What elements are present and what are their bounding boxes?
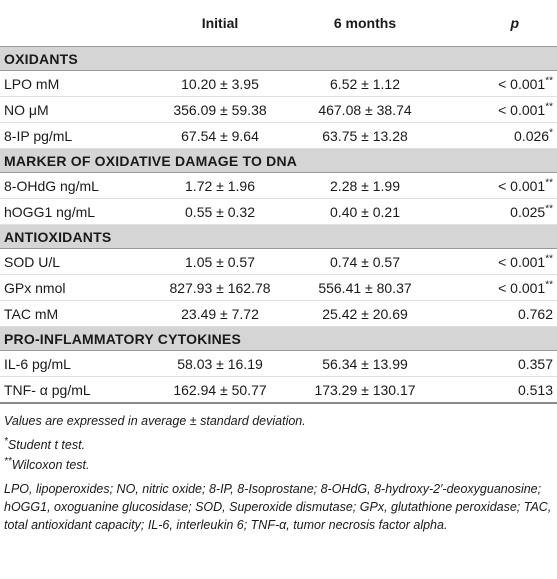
row-6-months-value: 56.34 ± 13.99 [290, 351, 440, 377]
table-row [0, 377, 557, 404]
row-variable-name: SOD U/L [0, 249, 150, 275]
section-header-row [0, 225, 557, 249]
row-6-months-value: 2.28 ± 1.99 [290, 173, 440, 199]
footnote-abbreviations: LPO, lipoperoxides; NO, nitric oxide; 8-IP, 8-Isoprostane; 8-OHdG, 8-hydroxy-2′-deoxyguanosine; hOGG1, oxoguanine glucosidase; SOD, Superoxide dismutase; GPx, glutathione peroxidase; TAC, total antioxidant capacity; IL-6, interleukin 6; TNF-α, tumor necrosis factor alpha. [4, 482, 552, 532]
row-variable-name: hOGG1 ng/mL [0, 199, 150, 225]
row-p-value: 0.762 [517, 305, 553, 322]
row-6-months-value: 556.41 ± 80.37 [290, 275, 440, 301]
row-p-significance-mark: * [549, 126, 553, 138]
row-p-value-cell [440, 71, 557, 97]
row-variable-name: 8-OHdG ng/mL [0, 173, 150, 199]
header-p-value: p [510, 15, 519, 31]
row-6-months-value: 63.75 ± 13.28 [290, 123, 440, 149]
row-initial-value: 162.94 ± 50.77 [150, 377, 290, 404]
footnote-student-text: Student t test. [7, 438, 86, 452]
table-row [0, 301, 557, 327]
row-p-value: < 0.001 [498, 75, 546, 92]
row-p-value-cell [440, 249, 557, 275]
row-p-value: < 0.001 [498, 279, 546, 296]
row-p-significance-mark: ** [545, 100, 553, 112]
footnote-student-mark: * [4, 435, 8, 447]
row-initial-value: 827.93 ± 162.78 [150, 275, 290, 301]
section-title: ANTIOXIDANTS [0, 225, 557, 249]
row-variable-name: TNF- α pg/mL [0, 377, 150, 404]
section-title: OXIDANTS [0, 47, 557, 71]
row-variable-name: IL-6 pg/mL [0, 351, 150, 377]
row-variable-name: 8-IP pg/mL [0, 123, 150, 149]
row-p-value: 0.513 [517, 381, 553, 398]
footnote-student [4, 436, 553, 454]
footnote-wilcoxon-mark: ** [4, 455, 12, 467]
row-6-months-value: 25.42 ± 20.69 [290, 301, 440, 327]
row-p-value-cell [440, 275, 557, 301]
table-footnotes [0, 404, 557, 534]
row-initial-value: 356.09 ± 59.38 [150, 97, 290, 123]
row-variable-name: NO μM [0, 97, 150, 123]
table-row [0, 97, 557, 123]
row-p-value: 0.026 [514, 127, 550, 144]
row-variable-name: LPO mM [0, 71, 150, 97]
row-6-months-value: 173.29 ± 130.17 [290, 377, 440, 404]
row-variable-name: TAC mM [0, 301, 150, 327]
row-p-value-cell [440, 351, 557, 377]
row-6-months-value: 6.52 ± 1.12 [290, 71, 440, 97]
header-variable [0, 0, 150, 47]
row-p-value: < 0.001 [498, 253, 546, 270]
table-row [0, 173, 557, 199]
section-header-row [0, 149, 557, 173]
row-6-months-value: 467.08 ± 38.74 [290, 97, 440, 123]
section-title: PRO-INFLAMMATORY CYTOKINES [0, 327, 557, 351]
footnote-wilcoxon [4, 456, 553, 474]
section-title: MARKER OF OXIDATIVE DAMAGE TO DNA [0, 149, 557, 173]
row-p-significance-mark: ** [545, 252, 553, 264]
row-p-value-cell [440, 199, 557, 225]
table-body [0, 47, 557, 404]
row-initial-value: 1.05 ± 0.57 [150, 249, 290, 275]
row-initial-value: 1.72 ± 1.96 [150, 173, 290, 199]
row-p-significance-mark: ** [545, 74, 553, 86]
row-initial-value: 0.55 ± 0.32 [150, 199, 290, 225]
row-6-months-value: 0.40 ± 0.21 [290, 199, 440, 225]
row-initial-value: 10.20 ± 3.95 [150, 71, 290, 97]
row-p-significance-mark: ** [545, 278, 553, 290]
table-row [0, 275, 557, 301]
footnote-wilcoxon-text: Wilcoxon test. [11, 458, 90, 472]
header-6-months: 6 months [333, 15, 397, 31]
table-row [0, 249, 557, 275]
header-initial: Initial [201, 15, 239, 31]
row-initial-value: 58.03 ± 16.19 [150, 351, 290, 377]
row-p-significance-mark: ** [545, 202, 553, 214]
row-p-value-cell [440, 173, 557, 199]
row-p-value: 0.025 [510, 203, 546, 220]
section-header-row [0, 327, 557, 351]
row-initial-value: 67.54 ± 9.64 [150, 123, 290, 149]
row-p-value: < 0.001 [498, 101, 546, 118]
row-initial-value: 23.49 ± 7.72 [150, 301, 290, 327]
row-p-significance-mark: ** [545, 176, 553, 188]
table-row [0, 71, 557, 97]
row-p-value-cell [440, 301, 557, 327]
row-p-value-cell [440, 123, 557, 149]
table-row [0, 123, 557, 149]
row-p-value-cell [440, 377, 557, 404]
table-row [0, 351, 557, 377]
row-p-value: < 0.001 [498, 177, 546, 194]
row-variable-name: GPx nmol [0, 275, 150, 301]
row-p-value: 0.357 [517, 355, 553, 372]
table-header-row [0, 0, 557, 47]
row-p-value-cell [440, 97, 557, 123]
row-6-months-value: 0.74 ± 0.57 [290, 249, 440, 275]
section-header-row [0, 47, 557, 71]
table-row [0, 199, 557, 225]
footnote-values: Values are expressed in average ± standard deviation. [4, 414, 306, 428]
